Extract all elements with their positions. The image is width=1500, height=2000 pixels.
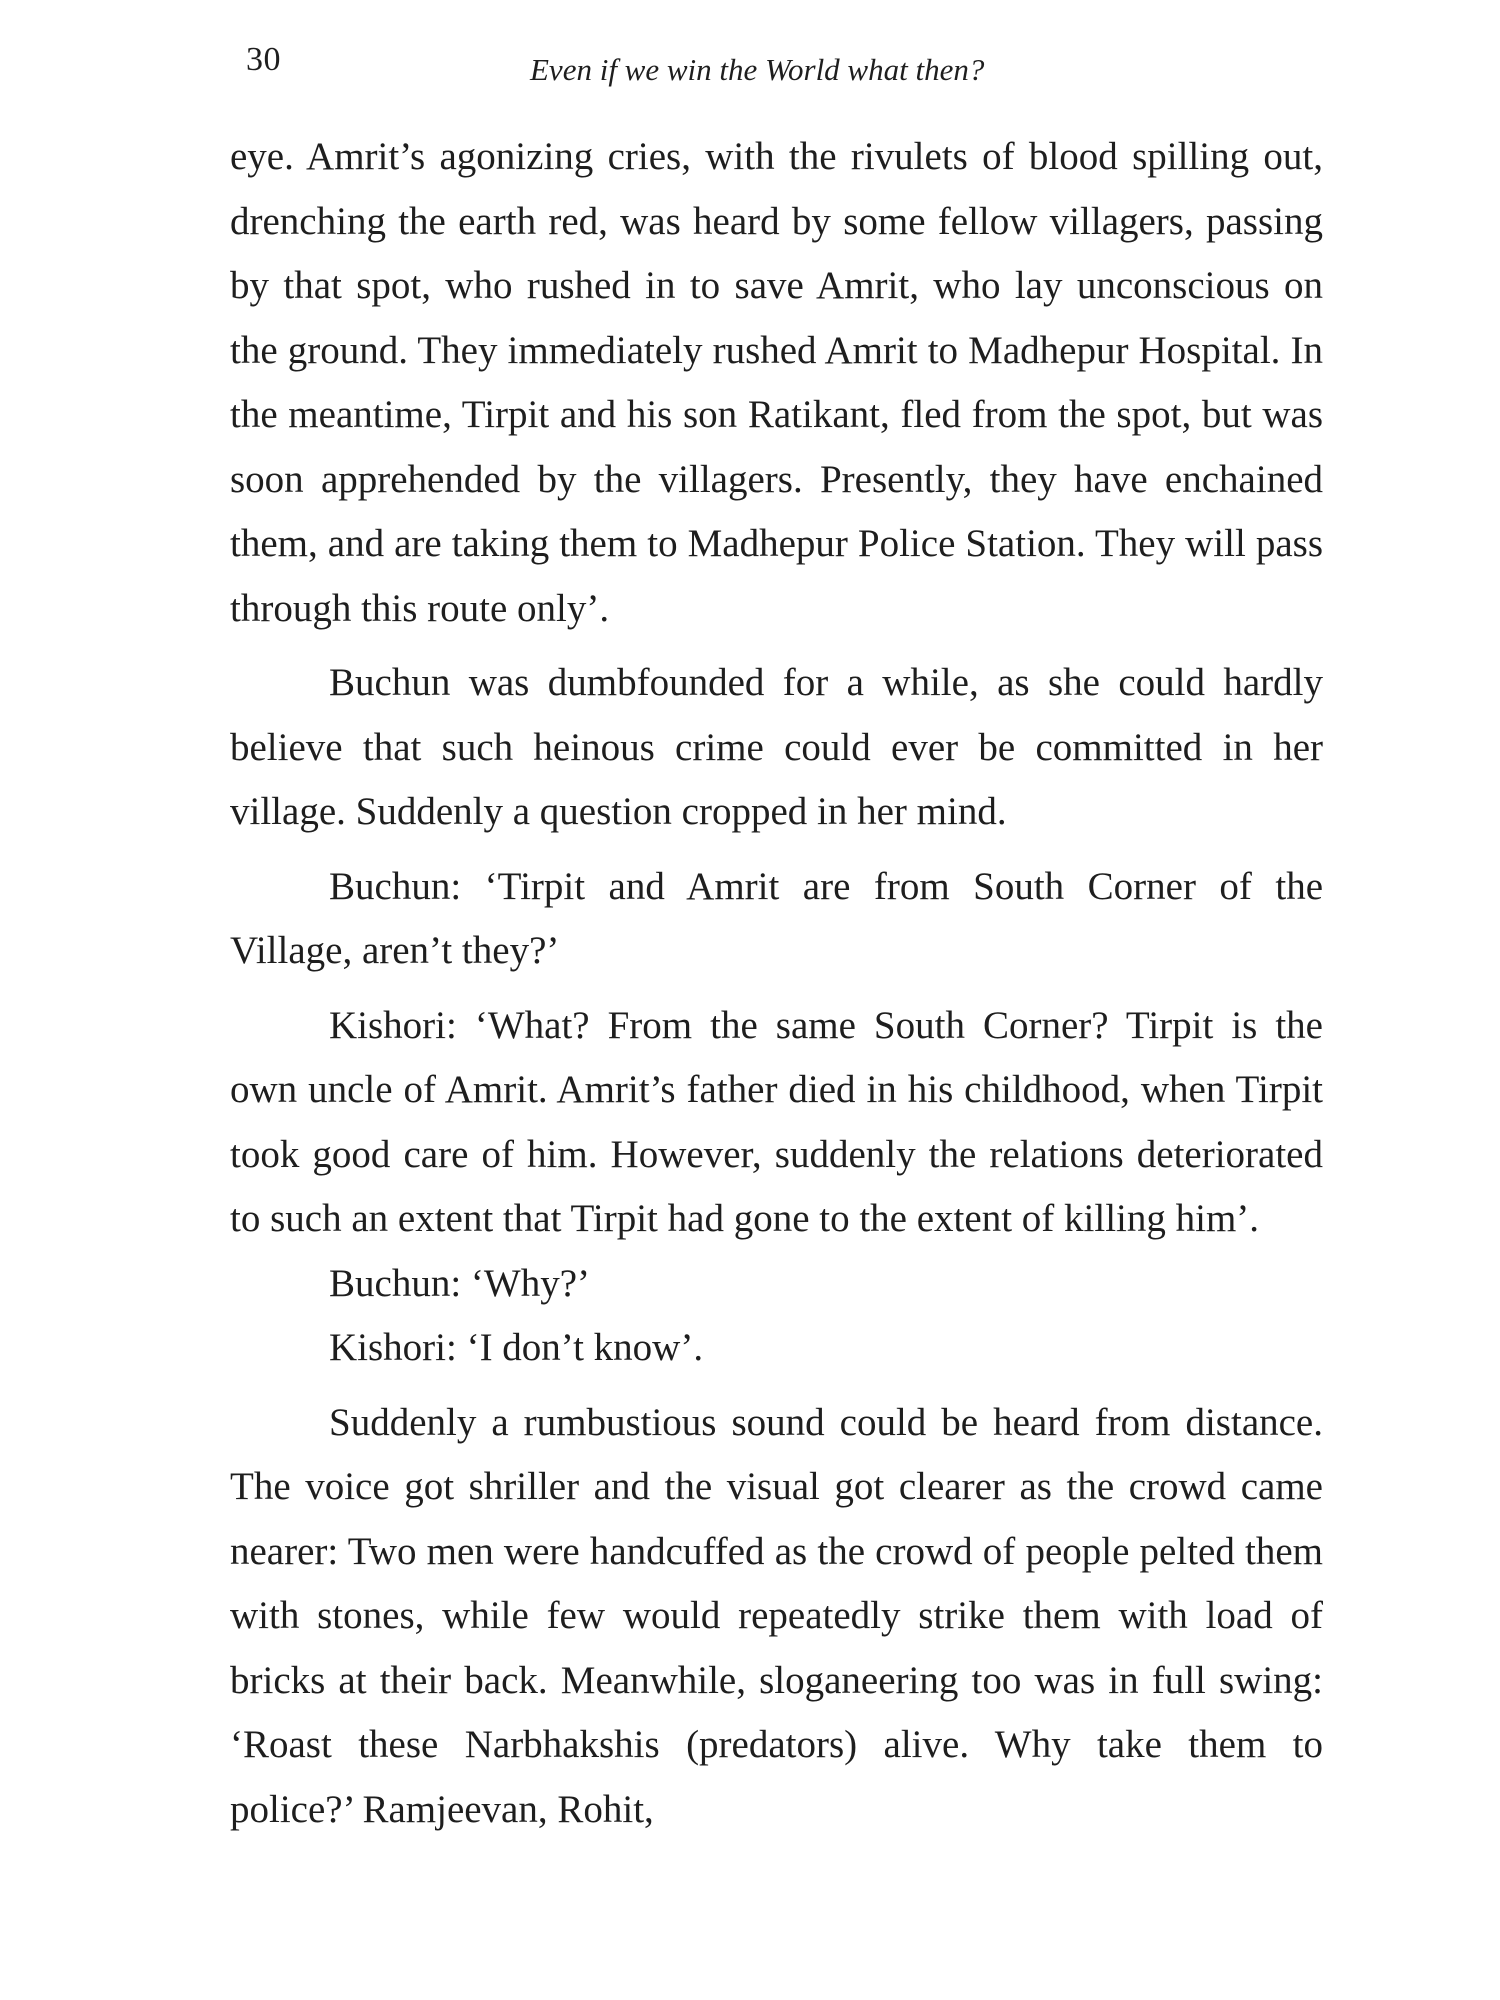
body-text bbox=[230, 125, 1323, 1842]
paragraph-buchun-reaction: Buchun was dumbfounded for a while, as she could hardly believe that such heinous crime could ever be committed in her village. Suddenly a question cropped in her mind. bbox=[230, 661, 1323, 833]
dialogue-buchun-question: Buchun: ‘Tirpit and Amrit are from South Corner of the Village, aren’t they?’ bbox=[230, 864, 1323, 972]
page-number: 30 bbox=[246, 41, 281, 78]
paragraph-crowd: Suddenly a rumbustious sound could be heard from distance. The voice got shriller and the visual got clearer as the crowd came nearer: Two men were handcuffed as the crowd of people pelted them with stones, while few would repeatedly strike them with load of bricks at their back. Meanwhile, sloganeering too was in full swing: ‘Roast these Narbhakshis (predators) alive. Why take them to police?’ Ramjeevan, Rohit, bbox=[230, 1400, 1323, 1831]
dialogue-kishori-dont-know: Kishori: ‘I don’t know’. bbox=[329, 1326, 704, 1369]
dialogue-kishori-answer: Kishori: ‘What? From the same South Corner? Tirpit is the own uncle of Amrit. Amrit’s father died in his childhood, when Tirpit took good care of him. However, suddenly the relations deteriorated to such an extent that Tirpit had gone to the extent of killing him’. bbox=[230, 1003, 1323, 1240]
running-title: Even if we win the World what then? bbox=[530, 52, 985, 87]
paragraph-continuation: eye. Amrit’s agonizing cries, with the rivulets of blood spilling out, drenching the earth red, was heard by some fellow villagers, passing by that spot, who rushed in to save Amrit, who lay unconscious on the ground. They immediately rushed Amrit to Madhepur Hospital. In the meantime, Tirpit and his son Ratikant, fled from the spot, but was soon apprehended by the villagers. Presently, they have enchained them, and are taking them to Madhepur Police Station. They will pass through this route only’. bbox=[230, 135, 1323, 630]
dialogue-buchun-why: Buchun: ‘Why?’ bbox=[329, 1261, 591, 1305]
